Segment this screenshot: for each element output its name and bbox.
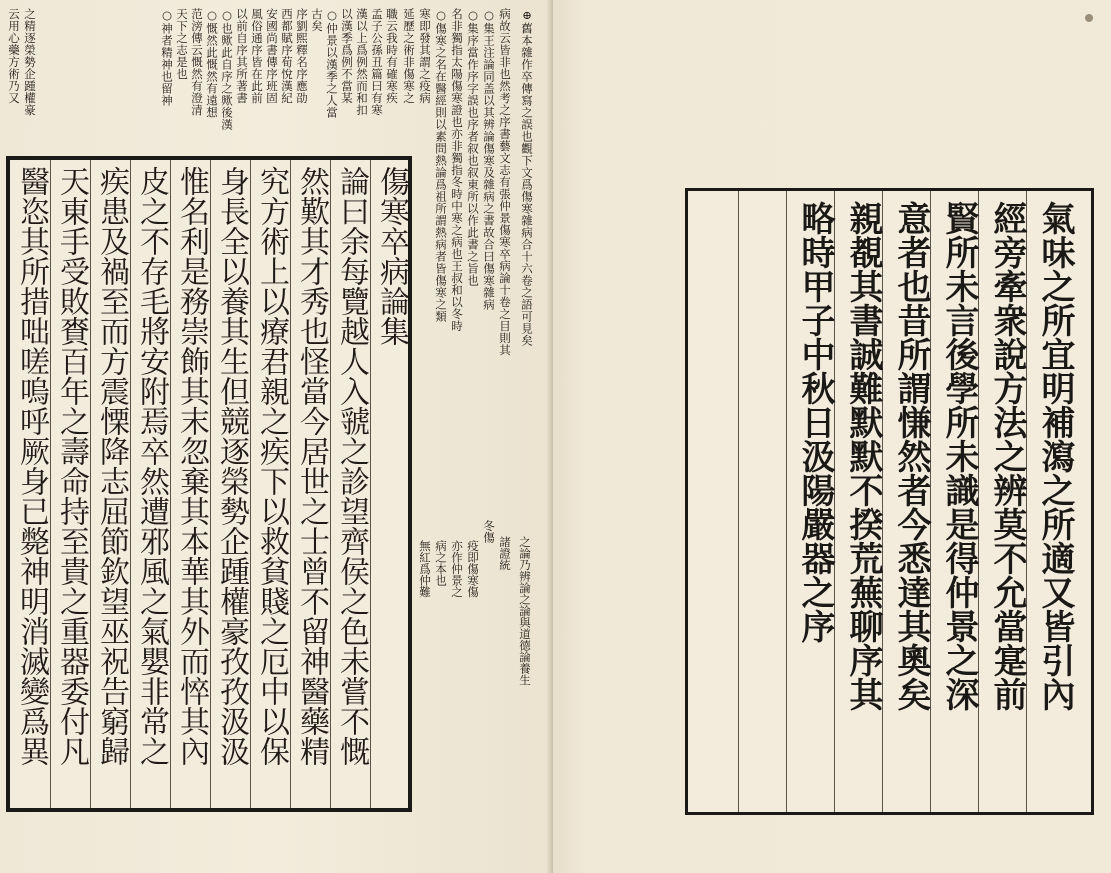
commentary-column: ○集序當作序字誤也序者叙也叙東所以作此書之旨也 (466, 8, 480, 287)
main-text-column: 究方術上以療君親之疾下以救貧賤之厄中以保 (254, 166, 289, 766)
lower-commentary-column: 之論乃辨論之論與道德論養生 (518, 536, 532, 686)
commentary-column: ○仲景以漢季之人當 (325, 8, 339, 119)
preface-column: 親覩其書誠難默默不揆荒蕪聊序其 (843, 201, 883, 711)
main-text-frame (6, 156, 412, 812)
commentary-column: 孟子公孫丑篇曰有寒 (370, 8, 384, 116)
left-page (0, 0, 553, 873)
commentary-column: 西都賦序荀悅漢紀 (280, 8, 294, 104)
commentary-column: 以漢季爲例不當某 (340, 8, 354, 104)
lower-commentary-column: 病之本也 (434, 540, 448, 586)
lower-commentary-column: 無紅爲仲難 (418, 540, 432, 598)
preface-column: 經旁牽衆說方法之辨莫不允當寔前 (987, 201, 1027, 711)
main-text-column: 身長全以養其生但競逐榮勢企踵權豪孜孜汲汲 (214, 166, 249, 766)
lower-commentary-column: 諸證統 (498, 536, 512, 571)
preface-column: 略時甲子中秋日汲陽嚴器之序 (795, 201, 835, 643)
commentary-column: 漢以上爲例然而和扣 (355, 8, 369, 116)
commentary-column: 風俗通序皆在此前 (250, 8, 264, 104)
preface-column: 意者也昔所謂慊然者今悉達其奧矣 (891, 201, 931, 711)
commentary-column: ○神者精神也留神 (160, 8, 174, 107)
commentary-column: 之精逐榮勢企踵權豪 (23, 8, 37, 116)
commentary-column: ○也歟此自序之歟後漢 (220, 8, 234, 131)
commentary-column: 安國尚書傳序班固 (265, 8, 279, 104)
main-text-column: 論曰余每覽越人入虢之診望齊侯之色未嘗不慨 (334, 166, 369, 766)
lower-commentary-column: 疫即傷寒傷 (466, 540, 480, 598)
commentary-column: 職云我時有確寒疾 (385, 8, 399, 104)
main-text-column: 醫恣其所措咄嗟嗚呼厥身已斃神明消滅變爲異 (14, 166, 49, 766)
commentary-column: 寒即發其謂之疫病 (418, 8, 432, 104)
commentary-column: 延歷之術非傷寒之 (402, 8, 416, 104)
lower-commentary-column: 冬傷 (482, 520, 496, 543)
main-text-column: 疾患及禍至而方震慄降志屈節欽望巫祝告窮歸 (94, 166, 129, 766)
preface-column: 氣味之所宜明補瀉之所適又皆引內 (1035, 201, 1075, 711)
main-text-column: 皮之不存毛將安附焉卒然遭邪風之氣嬰非常之 (134, 166, 169, 766)
page-mark (1085, 14, 1093, 22)
commentary-column: 名非獨指太陽傷寒證也亦非獨指冬時中寒之病也王叔和以冬時 (450, 8, 464, 332)
commentary-column: 云用心藥方術乃又 (7, 8, 21, 104)
main-text-column: 然歎其才秀也怪當今居世之士曾不留神醫藥精 (294, 166, 329, 766)
commentary-column: 古矣 (310, 8, 324, 32)
main-text-column: 天東手受敗賚百年之壽命持至貴之重器委付凡 (54, 166, 89, 766)
commentary-column: 以前自序其所著書 (235, 8, 249, 104)
commentary-column: ○傷寒之名在醫經則以素問熱論爲祖所謂熱病者皆傷寒之類 (434, 8, 448, 323)
commentary-column: ○慨然此慨然有遠想 (205, 8, 219, 119)
commentary-column: ○集王注論同盖以其辨論傷寒及雜病之書故合曰傷寒雜病 (482, 8, 496, 311)
main-text-column: 惟名利是務崇飾其末忽棄其本華其外而悴其內 (174, 166, 209, 766)
commentary-column: 序劉熙釋名序應劭 (295, 8, 309, 104)
commentary-column: 病故云皆非也然考之序書藝文志有張仲景傷寒卒病論十卷之目則其 (498, 8, 512, 356)
lower-commentary-column: 亦作仲景之 (450, 540, 464, 598)
commentary-column: 范滂傳云慨然有澄清 (190, 8, 204, 116)
preface-column: 賢所未言後學所未識是得仲景之深 (939, 201, 979, 711)
section-title: 傷寒卒病論集 (374, 166, 409, 346)
commentary-column: ⊕舊本雜作卒傳寫之誤也觀下文爲傷寒雜病合十六卷之語可見矣 (520, 8, 534, 347)
commentary-column: 天下之志是也 (175, 8, 189, 80)
preface-frame (685, 188, 1094, 815)
